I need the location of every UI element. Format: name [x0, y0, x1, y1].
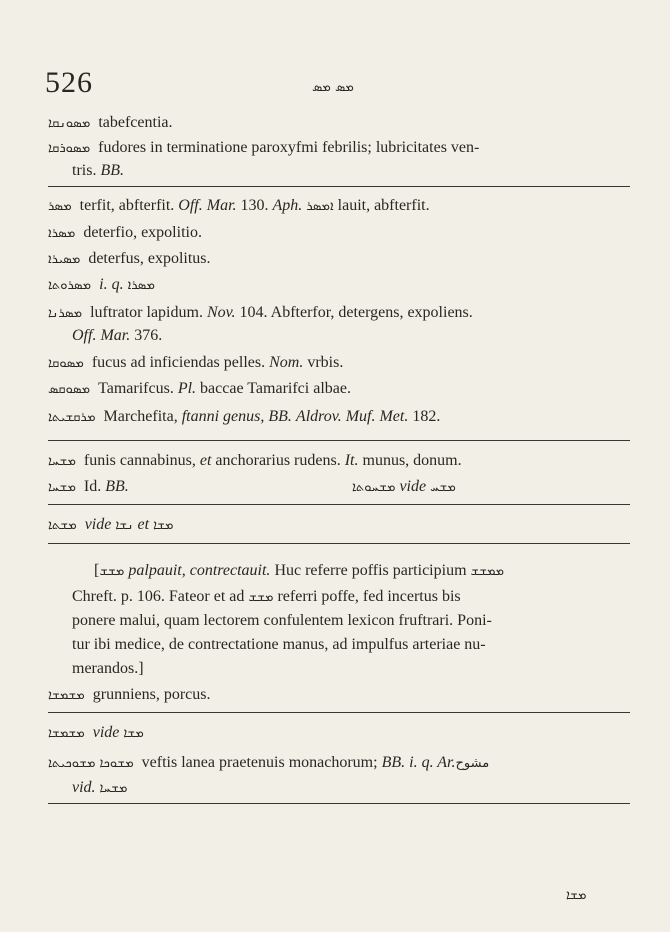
- entry-source: Aldrov. Muf. Met.: [295, 408, 409, 425]
- entry-gloss: vrbis.: [307, 354, 344, 371]
- syriac-headword: ܡܣܘܩܐ: [48, 356, 84, 371]
- syriac-headword: ܡܣܘܪܩܐ: [48, 141, 91, 156]
- syriac-headword: ܡܫܬܐ: [48, 518, 77, 533]
- syriac-headword: ܡܫܘܟܝܬܐ: [48, 756, 96, 771]
- syriac-word: ܢܫܐ: [115, 518, 134, 533]
- syriac-headword: ܡܫܚܐ: [48, 454, 76, 469]
- entry-source: Off. Mar.: [178, 197, 237, 214]
- entry-14-line3: [72, 610, 492, 632]
- entry-gloss: funis cannabinus,: [83, 452, 196, 469]
- syriac-word: ܡܫܘܟܐ: [99, 756, 134, 771]
- entry-3: [48, 195, 430, 218]
- entry-source: BB.: [268, 408, 292, 425]
- catchword: ܡܫܐ: [566, 888, 587, 903]
- entry-gloss: deterfio, expolitio.: [83, 224, 202, 241]
- entry-source: Pl.: [177, 380, 197, 397]
- page-number: 526: [45, 66, 93, 99]
- entry-1: [48, 112, 173, 135]
- entry-source: vid.: [72, 779, 96, 796]
- entry-gloss: veftis lanea praetenuis monachorum;: [141, 754, 378, 771]
- entry-ref: 182.: [412, 408, 441, 425]
- entry-source: Nov.: [206, 304, 236, 321]
- entry-gloss: munus, donum.: [362, 452, 462, 469]
- syriac-headword: ܡܣܪܘܬܐ: [48, 278, 92, 293]
- entry-source: Off. Mar.: [72, 327, 131, 344]
- entry-gloss-italic: palpauit, contrectauit.: [128, 562, 271, 579]
- syriac-headword: ܡܣܪ: [48, 199, 72, 214]
- entry-source: BB. i. q. Ar.: [381, 754, 456, 771]
- syriac-word: ܡܡܫܫ: [470, 564, 505, 579]
- entry-10: [48, 406, 440, 429]
- entry-6: [48, 274, 155, 297]
- entry-4: [48, 222, 202, 245]
- section-divider: [48, 803, 630, 804]
- entry-source: vide: [84, 516, 112, 533]
- entry-7-continuation: [72, 325, 162, 347]
- entry-gloss: deterfus, expolitus.: [88, 250, 211, 267]
- entry-gloss: ponere malui, quam lectorem confulentem lexicon fruftrari. Poni-: [72, 612, 492, 629]
- syriac-headword: ܡܫܚܐ: [48, 480, 76, 495]
- entry-16: [48, 722, 144, 745]
- entry-gloss: luftrator lapidum.: [90, 304, 203, 321]
- entry-gloss: terfit, abfterfit.: [79, 197, 175, 214]
- syriac-headword: ܡܫܡܫܐ: [48, 688, 85, 703]
- section-divider: [48, 712, 630, 713]
- entry-17: [48, 752, 489, 775]
- entry-5: [48, 248, 211, 271]
- entry-gloss: referri poffe, fed incertus bis: [277, 588, 461, 605]
- syriac-headword: ܡܫܡܫܐ: [48, 726, 85, 741]
- section-divider: [48, 543, 630, 544]
- entry-ref: 130.: [240, 197, 269, 214]
- entry-12-xref: [352, 476, 456, 499]
- entry-gloss: merandos.]: [72, 660, 144, 677]
- entry-gloss: tabefcentia.: [98, 114, 173, 131]
- syriac-word: ܡܫܚܘܬܐ: [352, 480, 396, 495]
- section-divider: [48, 186, 630, 187]
- entry-source: i. q.: [99, 276, 124, 293]
- entry-gloss: Marchefita,: [103, 408, 178, 425]
- entry-ref: 104.: [239, 304, 268, 321]
- syriac-headword: ܡܫܫ: [99, 564, 125, 579]
- syriac-word: ܡܣܪܐ: [127, 278, 155, 293]
- syriac-word: ܡܫܐ: [123, 726, 144, 741]
- entry-source: It.: [344, 452, 359, 469]
- entry-14-line4: [72, 634, 486, 656]
- entry-gloss: anchorarius rudens.: [215, 452, 341, 469]
- syriac-word: ܡܫܚ: [430, 480, 456, 495]
- entry-9: [48, 378, 351, 401]
- entry-7: [48, 302, 473, 325]
- entry-source: et: [199, 452, 212, 469]
- entry-gloss: tur ibi medice, de contrectatione manus, ad impulfus arteriae nu-: [72, 636, 486, 653]
- running-head: ܡܣ ܡܣ: [312, 80, 354, 95]
- entry-source: vide: [399, 478, 427, 495]
- entry-source: BB.: [100, 162, 124, 179]
- entry-15: [48, 684, 211, 707]
- entry-gloss: Chreft. p. 106. Fateor et ad: [72, 588, 245, 605]
- entry-source: vide: [92, 724, 120, 741]
- syriac-headword: ܡܣܝܪܐ: [48, 252, 81, 267]
- section-divider: [48, 504, 630, 505]
- entry-2: [48, 137, 479, 160]
- entry-13: [48, 514, 173, 537]
- entry-gloss-cont: tris.: [72, 162, 97, 179]
- syriac-word: ܡܫܫ: [248, 590, 274, 605]
- entry-gloss: baccae Tamarifci albae.: [200, 380, 351, 397]
- syriac-headword: ܡܣܘܢܩܐ: [48, 116, 91, 131]
- entry-8: [48, 352, 343, 375]
- entry-17-continuation: [72, 777, 127, 800]
- entry-gloss: grunniens, porcus.: [92, 686, 211, 703]
- syriac-word: ܐܡܣܪ: [306, 199, 334, 214]
- entry-12: [48, 476, 129, 499]
- syriac-headword: ܡܣܪܢܐ: [48, 306, 83, 321]
- syriac-headword: ܡܣܘܩܣ: [48, 382, 91, 397]
- entry-gloss: fucus ad inficiendas pelles.: [91, 354, 266, 371]
- entry-source: ftanni genus,: [181, 408, 265, 425]
- arabic-word: مشوح: [455, 756, 490, 771]
- section-divider: [48, 440, 630, 441]
- entry-2-continuation: [72, 160, 124, 182]
- entry-gloss: fudores in terminatione paroxyfmi febrilis; lubricitates ven-: [98, 139, 480, 156]
- entry-source: BB.: [105, 478, 129, 495]
- syriac-word: ܡܫܐ: [153, 518, 174, 533]
- entry-14-line2: [72, 586, 461, 609]
- entry-gloss: lauit, abfterfit.: [337, 197, 430, 214]
- entry-gloss: Huc referre poffis participium: [274, 562, 467, 579]
- entry-gloss: Id.: [83, 478, 102, 495]
- syriac-headword: ܡܣܪܐ: [48, 226, 76, 241]
- entry-source: Nom.: [269, 354, 304, 371]
- entry-gloss: Abfterfor, detergens, expoliens.: [270, 304, 473, 321]
- entry-gloss: Tamarifcus.: [98, 380, 174, 397]
- entry-source: et: [137, 516, 150, 533]
- entry-source: Aph.: [272, 197, 303, 214]
- syriac-headword: ܡܪܩܫܝܬܐ: [48, 410, 96, 425]
- syriac-word: ܡܫܚܐ: [99, 781, 128, 796]
- entry-ref: 376.: [134, 327, 163, 344]
- entry-14-line5: [72, 658, 144, 680]
- entry-11: [48, 450, 462, 473]
- entry-14: [ܡܫܫ palpauit, contrectauit. Huc referre poffis participium ܡܡܫܫ: [94, 562, 505, 579]
